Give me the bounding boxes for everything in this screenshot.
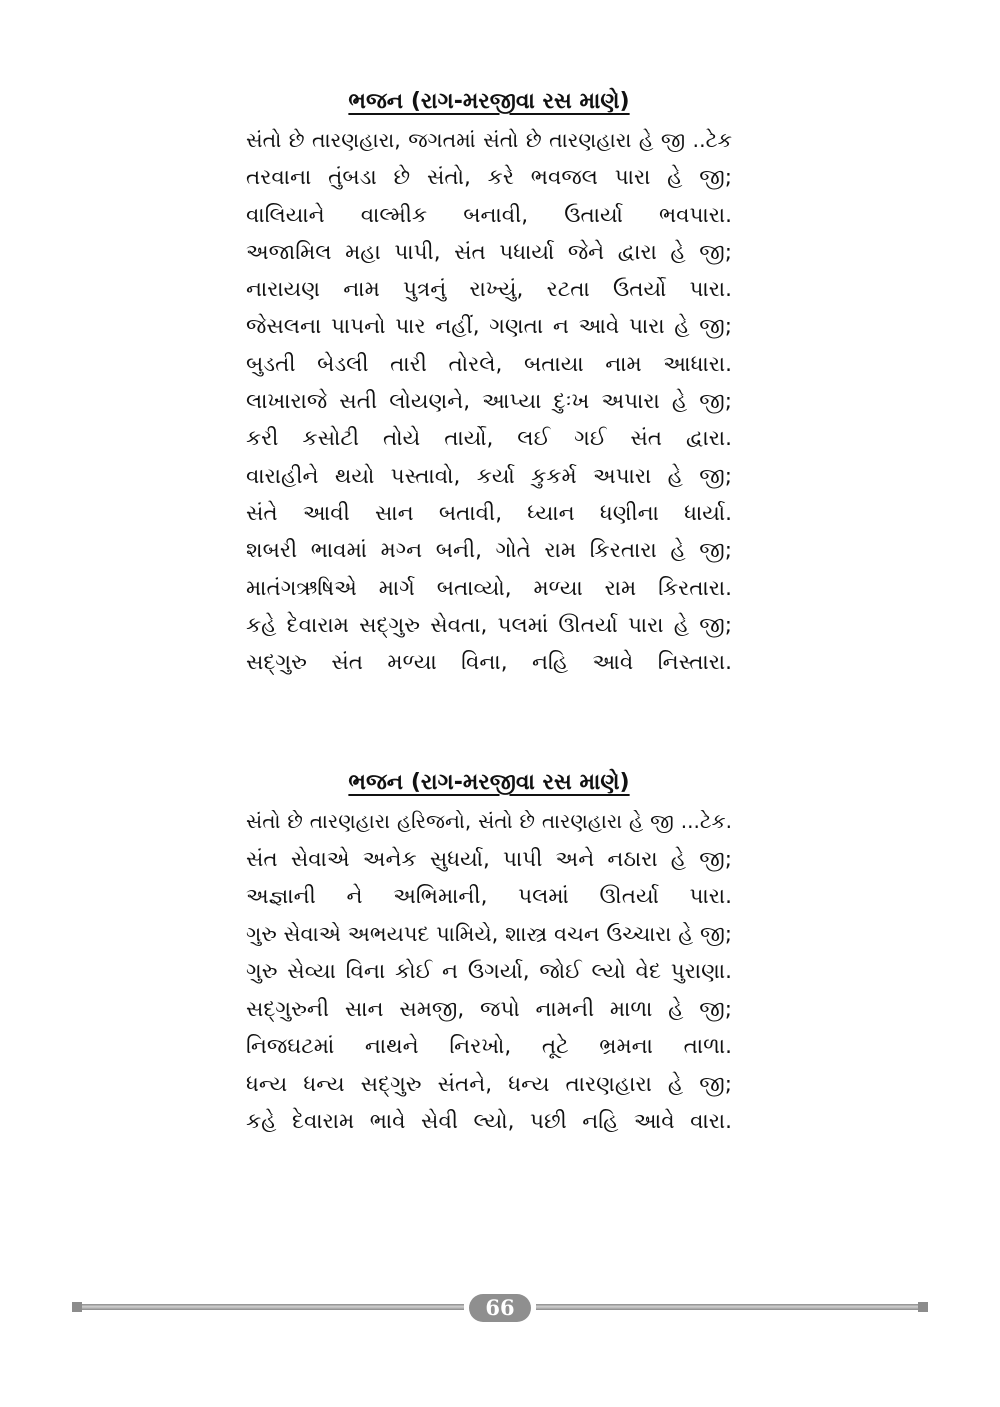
footer-rule-left (72, 1304, 464, 1310)
footer-rule-endcap-left (72, 1302, 82, 1312)
verse-line: લાખારાજે સતી લોયણને, આપ્યા દુઃખ અપારા હે જી; (246, 389, 732, 415)
verse-line: સંતો છે તારણહારા, જગતમાં સંતો છે તારણહારા હે જી ..ટેક (246, 128, 732, 152)
verse-line: માતંગઋષિએ માર્ગ બતાવ્યો, મળ્યા રામ કિરતારા. (246, 575, 732, 601)
verse-line: અજામિલ મહા પાપી, સંત પધાર્યા જેને દ્વારા હે જી; (246, 239, 732, 265)
bhajan-section (246, 763, 732, 1141)
verse-line: તરવાના તુંબડા છે સંતો, કરે ભવજલ પારા હે જી; (246, 165, 732, 191)
footer-rule-endcap-right (918, 1302, 928, 1312)
bhajan-section (246, 82, 732, 681)
verse-line: ગુરુ સેવ્યા વિના કોઈ ન ઉગર્યા, જોઈ લ્યો વેદ પુરાણા. (246, 959, 732, 984)
bhajan-verses (246, 803, 732, 1141)
verse-line: જેસલના પાપનો પાર નહીં, ગણતા ન આવે પારા હે જી; (246, 314, 732, 340)
verse-line: સંતો છે તારણહારા હરિજનો, સંતો છે તારણહારા હે જી ...ટેક. (246, 809, 732, 833)
bhajan-title: ભજન (રાગ-મરજીવા રસ માણે) (348, 770, 630, 795)
bhajan-verses (246, 122, 732, 681)
footer-rule-right (536, 1304, 928, 1310)
verse-line: ગુરુ સેવાએ અભયપદ પામિયે, શાસ્ત્ર વચન ઉચ્ચારા હે જી; (246, 921, 732, 946)
verse-line: શબરી ભાવમાં મગ્ન બની, ગોતે રામ કિરતારા હે જી; (246, 538, 732, 564)
verse-line: નારાયણ નામ પુત્રનું રાખ્યું, રટતા ઉતર્યો પારા. (246, 277, 732, 303)
verse-line: અજ્ઞાની ને અભિમાની, પલમાં ઊતર્યા પારા. (246, 884, 732, 909)
verse-line: ધન્ય ધન્ય સદ્ગુરુ સંતને, ધન્ય તારણહારા હે જી; (246, 1071, 732, 1097)
verse-line: નિજઘટમાં નાથને નિરખો, તૂટે ભ્રમના તાળા. (246, 1034, 732, 1059)
verse-line: કહે દેવારામ સદ્ગુરુ સેવતા, પલમાં ઊતર્યા પારા હે જી; (246, 612, 732, 638)
verse-line: સદ્ગુરુ સંત મળ્યા વિના, નહિ આવે નિસ્તારા. (246, 650, 732, 676)
verse-line: વાલિયાને વાલ્મીક બનાવી, ઉતાર્યા ભવપારા. (246, 202, 732, 228)
verse-line: સંતે આવી સાન બતાવી, ધ્યાન ધણીના ધાર્યા. (246, 500, 732, 526)
bhajan-title: ભજન (રાગ-મરજીવા રસ માણે) (348, 89, 630, 114)
verse-line: કહે દેવારામ ભાવે સેવી લ્યો, પછી નહિ આવે વારા. (246, 1109, 732, 1134)
page-number-badge: 66 (469, 1294, 531, 1322)
verse-line: સદ્ગુરુની સાન સમજી, જપો નામની માળા હે જી; (246, 996, 732, 1022)
verse-line: બુડતી બેડલી તારી તોરલે, બતાયા નામ આધારા. (246, 351, 732, 377)
verse-line: સંત સેવાએ અનેક સુધર્યા, પાપી અને નઠારા હે જી; (246, 846, 732, 872)
verse-line: વારાહીને થયો પસ્તાવો, કર્યા કુકર્મ અપારા હે જી; (246, 463, 732, 489)
page-footer (72, 1293, 928, 1323)
verse-line: કરી કસોટી તોયે તાર્યો, લઈ ગઈ સંત દ્વારા. (246, 426, 732, 452)
